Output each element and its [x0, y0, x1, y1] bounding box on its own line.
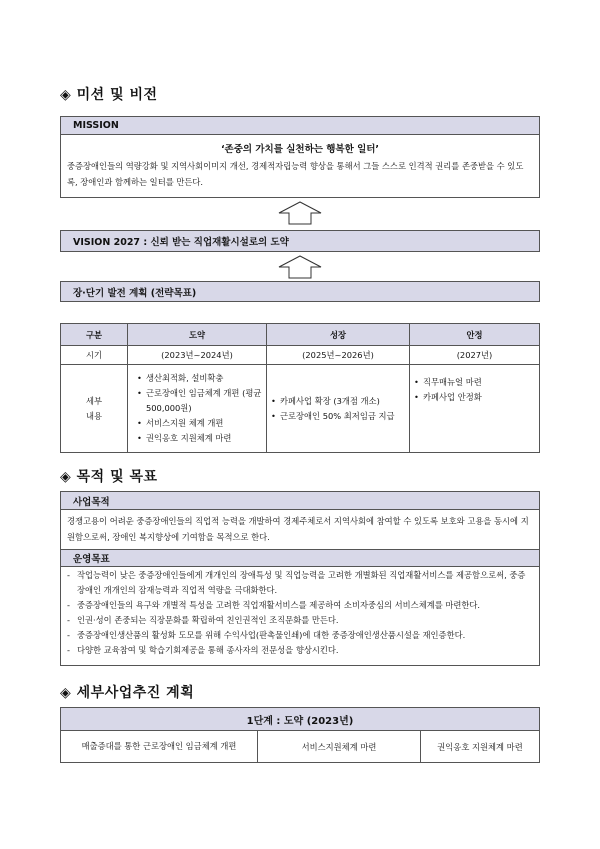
up-arrow-icon — [278, 201, 322, 225]
plan-box: 장·단기 발전 계획 (전략목표) — [60, 281, 540, 302]
detail-cell — [267, 365, 410, 453]
strategy-table — [60, 323, 540, 453]
up-arrow-icon — [278, 255, 322, 279]
detail-label — [61, 365, 128, 453]
list-item: • 근로장애인 임금체계 개편 (평균 500,000원) — [146, 386, 266, 416]
list-item: • 권익옹호 지원체계 마련 — [146, 431, 266, 446]
diamond-icon: ◈ — [60, 87, 72, 103]
mission-header: MISSION — [61, 117, 539, 135]
list-item: • 근로장애인 50% 최저임금 지급 — [280, 409, 408, 424]
list-item: - 작업능력이 낮은 중증장애인들에게 개개인의 장애특성 및 직업능력을 고려한 개별화된 직업재활서비스를 제공함으로써, 중증장애인 개개인의 잠재능력과 직업적 역량을 극대화한다. — [77, 568, 533, 598]
list-item: • 카페사업 확장 (3개점 개소) — [280, 394, 408, 409]
mission-slogan: ‘존중의 가치를 실천하는 행복한 일터’ — [220, 144, 380, 155]
table-header: 구분 — [61, 324, 128, 346]
stage-cell: 서비스지원체계 마련 — [258, 731, 421, 763]
table-header-row — [61, 324, 540, 346]
list-item: • 서비스지원 체계 개편 — [146, 416, 266, 431]
list-item: - 다양한 교육참여 및 학습기회제공을 통해 종사자의 전문성을 향상시킨다. — [77, 643, 533, 658]
purpose-text: 경쟁고용이 어려운 중증장애인들의 직업적 능력을 개발하여 경제주체로서 지역사회에 참여할 수 있도록 보호와 고용을 동시에 지원함으로써, 장애인 복지향상에 기여함을 목적으로 한다. — [67, 516, 529, 542]
list-item: - 중증장애인생산품의 활성화 도모를 위해 수익사업(판촉물인쇄)에 대한 중증장애인생산품시설을 재인증한다. — [77, 628, 533, 643]
table-header: 도약 — [128, 324, 267, 346]
section-title: 세부사업추진 계획 — [76, 685, 195, 701]
list-item: • 카페사업 안정화 — [423, 390, 538, 405]
vision-box: VISION 2027 : 신뢰 받는 직업재활시설로의 도약 — [60, 230, 540, 252]
table-header: 안정 — [410, 324, 540, 346]
stage-table — [60, 707, 540, 763]
purpose-header: 사업목적 — [61, 492, 539, 510]
section-title: 미션 및 비전 — [76, 87, 158, 103]
list-item: • 직무매뉴얼 마련 — [423, 375, 538, 390]
section-title: 목적 및 목표 — [76, 469, 158, 485]
stage-title: 1단계 : 도약 (2023년) — [61, 708, 540, 731]
detail-label-line: 내용 — [85, 410, 103, 421]
table-row — [61, 365, 540, 453]
table-header: 성장 — [267, 324, 410, 346]
purpose-goals-box — [60, 491, 540, 666]
mission-box — [60, 116, 540, 198]
section-heading-purpose-goals — [60, 466, 158, 486]
section-heading-detail-plan — [60, 682, 194, 702]
table-row — [61, 731, 540, 763]
period-cell: (2025년~2026년) — [267, 346, 410, 365]
list-item: - 인권·성이 존중되는 직장문화를 확립하여 친인권적인 조직문화를 만든다. — [77, 613, 533, 628]
goals-header: 운영목표 — [61, 549, 539, 567]
diamond-icon: ◈ — [60, 685, 72, 701]
list-item: - 중증장애인들의 욕구와 개별적 특성을 고려한 직업재활서비스를 제공하여 소비자중심의 서비스체계를 마련한다. — [77, 598, 533, 613]
stage-cell: 매출증대를 통한 근로장애인 임금체계 개편 — [61, 731, 258, 763]
period-cell: (2023년~2024년) — [128, 346, 267, 365]
stage-cell: 권익옹호 지원체계 마련 — [421, 731, 540, 763]
table-row — [61, 346, 540, 365]
list-item: • 생산최적화, 설비확충 — [146, 371, 266, 386]
detail-label-line: 세부 — [85, 395, 103, 406]
mission-text: 중증장애인들의 역량강화 및 지역사회이미지 개선, 경제적자립능력 향상을 통해서 그들 스스로 인격적 권리를 존중받을 수 있도록, 장애인과 함께하는 일터를 만든다. — [67, 161, 524, 187]
goals-list — [61, 567, 539, 658]
detail-cell — [410, 365, 540, 453]
period-cell: (2027년) — [410, 346, 540, 365]
detail-cell — [128, 365, 267, 453]
section-heading-mission-vision — [60, 84, 158, 104]
period-label: 시기 — [61, 346, 128, 365]
diamond-icon: ◈ — [60, 469, 72, 485]
